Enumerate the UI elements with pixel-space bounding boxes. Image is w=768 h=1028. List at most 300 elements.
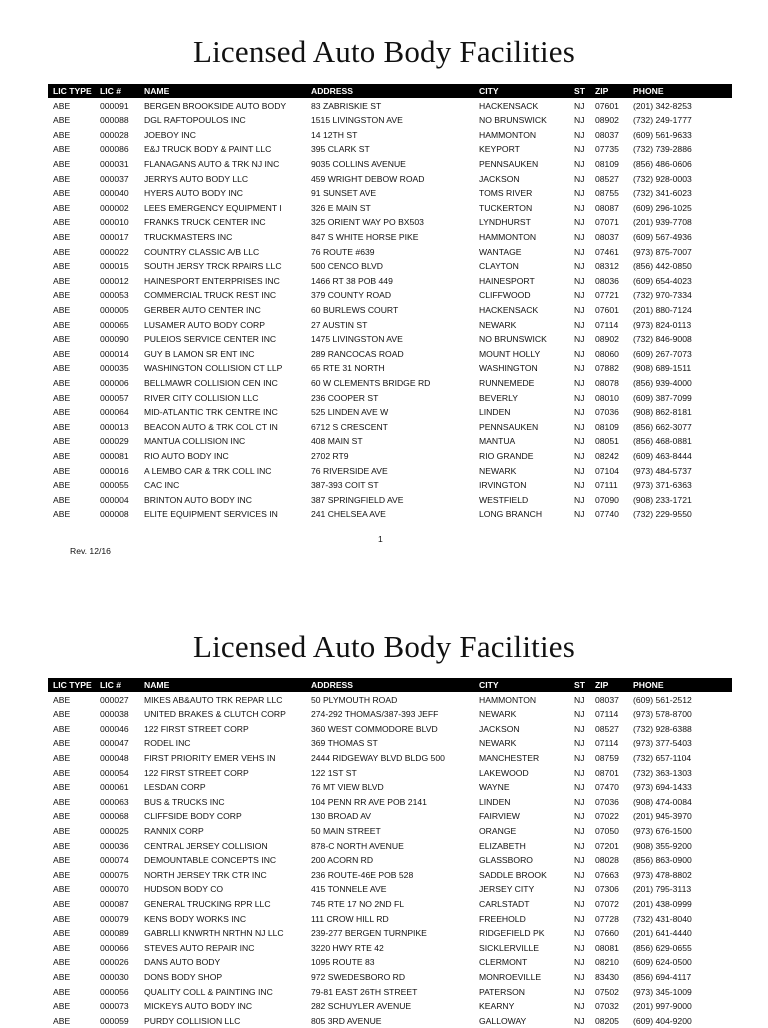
table-cell: (856) 863-0900 [633,855,692,866]
table-cell: (732) 846-9008 [633,334,692,345]
table-cell: 08242 [595,450,619,461]
table-cell: NJ [574,348,585,359]
table-cell: 000073 [100,1001,129,1012]
table-row [48,128,732,143]
column-header: CITY [479,680,499,690]
table-cell: (973) 694-1433 [633,782,692,793]
table-cell: GABRLLI KNWRTH NRTHN NJ LLC [144,928,284,939]
table-cell: LESDAN CORP [144,782,206,793]
table-cell: 76 RIVERSIDE AVE [311,465,388,476]
table-cell: JERSEY CITY [479,884,535,895]
table-cell: NJ [574,407,585,418]
table-cell: (609) 463-8444 [633,450,692,461]
table-cell: NJ [574,825,585,836]
table-row [48,245,732,260]
table-cell: (732) 970-7334 [633,290,692,301]
table-cell: ABE [53,158,71,169]
table-cell: (201) 795-3113 [633,884,692,895]
table-cell: 000063 [100,796,129,807]
column-header: LIC # [100,86,122,96]
table-cell: 000065 [100,319,129,330]
table-cell: ABE [53,509,71,520]
table-cell: 122 1ST ST [311,767,357,778]
table-cell: BERGEN BROOKSIDE AUTO BODY [144,100,287,111]
table-cell: 08210 [595,957,619,968]
table-cell: (609) 561-9633 [633,129,692,140]
table-cell: FREEHOLD [479,913,526,924]
table-cell: 000089 [100,928,129,939]
table-cell: 000036 [100,840,129,851]
table-cell: 08037 [595,694,619,705]
table-cell: 91 SUNSET AVE [311,188,377,199]
table-cell: LEES EMERGENCY EQUIPMENT I [144,202,282,213]
table-cell: DANS AUTO BODY [144,957,221,968]
table-cell: (732) 431-8040 [633,913,692,924]
table-cell: 76 MT VIEW BLVD [311,782,384,793]
table-cell: NJ [574,217,585,228]
table-cell: 000087 [100,898,129,909]
table-row [48,361,732,376]
table-cell: HYERS AUTO BODY INC [144,188,244,199]
table-row [48,420,732,435]
table-cell: GLASSBORO [479,855,533,866]
table-cell: NJ [574,188,585,199]
table-cell: 07071 [595,217,619,228]
table-cell: 000026 [100,957,129,968]
table-cell: 08312 [595,261,619,272]
table-cell: ABE [53,334,71,345]
table-row [48,853,732,868]
table-cell: COMMERCIAL TRUCK REST INC [144,290,277,301]
table-row [48,303,732,318]
table-cell: CARLSTADT [479,898,530,909]
table-row [48,897,732,912]
table-cell: ABE [53,694,71,705]
table-cell: 83 ZABRISKIE ST [311,100,382,111]
column-header: LIC TYPE [53,86,92,96]
table-row [48,332,732,347]
table-cell: ABE [53,480,71,491]
table-cell: ABE [53,723,71,734]
table-cell: GUY B LAMON SR ENT INC [144,348,255,359]
table-cell: 000008 [100,509,129,520]
table-cell: ABE [53,767,71,778]
table-cell: (732) 341-6023 [633,188,692,199]
table-cell: MIKES AB&AUTO TRK REPAR LLC [144,694,283,705]
table-cell: HAMMONTON [479,129,537,140]
table-cell: NJ [574,898,585,909]
table-row [48,1014,732,1028]
table-row [48,780,732,795]
column-header: NAME [144,86,170,96]
table-cell: 1475 LIVINGSTON AVE [311,334,403,345]
table-cell: (973) 377-5403 [633,738,692,749]
table-row [48,707,732,722]
table-cell: 000066 [100,942,129,953]
column-header: ZIP [595,680,609,690]
table-cell: NJ [574,275,585,286]
table-cell: 07663 [595,869,619,880]
table-cell: 08051 [595,436,619,447]
table-cell: (973) 676-1500 [633,825,692,836]
table-cell: 000047 [100,738,129,749]
table-row [48,693,732,708]
table-cell: ABE [53,884,71,895]
table-cell: ABE [53,290,71,301]
table-cell: (609) 404-9200 [633,1015,692,1026]
table-cell: NO BRUNSWICK [479,115,547,126]
table-row [48,985,732,1000]
table-cell: JOEBOY INC [144,129,196,140]
table-row [48,172,732,187]
table-cell: 387 SPRINGFIELD AVE [311,494,404,505]
table-cell: 08037 [595,129,619,140]
table-cell: ABE [53,261,71,272]
table-cell: 08759 [595,752,619,763]
table-cell: ABE [53,319,71,330]
table-cell: (973) 484-5737 [633,465,692,476]
table-cell: GERBER AUTO CENTER INC [144,304,261,315]
table-row [48,157,732,172]
table-cell: (609) 267-7073 [633,348,692,359]
table-cell: 07201 [595,840,619,851]
table-cell: UNITED BRAKES & CLUTCH CORP [144,709,286,720]
table-row [48,215,732,230]
table-cell: 07502 [595,986,619,997]
table-cell: 200 ACORN RD [311,855,374,866]
table-cell: MANTUA COLLISION INC [144,436,246,447]
table-cell: NJ [574,480,585,491]
table-cell: 07114 [595,709,619,720]
table-row [48,186,732,201]
table-cell: 60 BURLEWS COURT [311,304,399,315]
table-cell: (908) 474-0084 [633,796,692,807]
table-cell: NJ [574,173,585,184]
table-row [48,868,732,883]
table-cell: ABE [53,898,71,909]
table-cell: 805 3RD AVENUE [311,1015,382,1026]
table-header [48,678,732,692]
table-cell: NEWARK [479,738,517,749]
table-cell: (609) 654-4023 [633,275,692,286]
table-cell: 08028 [595,855,619,866]
table-cell: (973) 875-7007 [633,246,692,257]
column-header: ST [574,680,585,690]
table-cell: 000079 [100,913,129,924]
table-cell: ABE [53,811,71,822]
column-header: ZIP [595,86,609,96]
table-cell: NJ [574,869,585,880]
table-cell: (609) 296-1025 [633,202,692,213]
table-cell: ORANGE [479,825,517,836]
table-cell: 274-292 THOMAS/387-393 JEFF [311,709,439,720]
table-cell: (732) 363-1303 [633,767,692,778]
table-cell: 07601 [595,304,619,315]
table-cell: 236 ROUTE-46E POB 528 [311,869,414,880]
table-cell: 000075 [100,869,129,880]
page-title: Licensed Auto Body Facilities [192,34,576,69]
table-cell: 07036 [595,407,619,418]
table-cell: E&J TRUCK BODY & PAINT LLC [144,144,272,155]
table-cell: 07306 [595,884,619,895]
table-cell: 130 BROAD AV [311,811,372,822]
table-cell: 000030 [100,971,129,982]
table-cell: NJ [574,144,585,155]
table-cell: NJ [574,392,585,403]
table-cell: 239-277 BERGEN TURNPIKE [311,928,427,939]
table-cell: 07601 [595,100,619,111]
table-cell: 60 W CLEMENTS BRIDGE RD [311,377,431,388]
table-row [48,449,732,464]
table-row [48,201,732,216]
table-cell: 000025 [100,825,129,836]
table-cell: NJ [574,494,585,505]
table-cell: 1095 ROUTE 83 [311,957,375,968]
table-cell: 000029 [100,436,129,447]
table-cell: 325 ORIENT WAY PO BX503 [311,217,424,228]
table-cell: MID-ATLANTIC TRK CENTRE INC [144,407,278,418]
table-cell: ABE [53,436,71,447]
table-cell: ABE [53,928,71,939]
table-cell: PULEIOS SERVICE CENTER INC [144,334,277,345]
table-cell: RIO AUTO BODY INC [144,450,229,461]
table-cell: WASHINGTON COLLISION CT LLP [144,363,283,374]
table-cell: (973) 478-8802 [633,869,692,880]
table-row [48,970,732,985]
table-cell: GALLOWAY [479,1015,527,1026]
table-row [48,347,732,362]
table-cell: HAINESPORT [479,275,535,286]
table-cell: 08036 [595,275,619,286]
table-cell: (908) 689-1511 [633,363,692,374]
table-cell: NORTH JERSEY TRK CTR INC [144,869,267,880]
table-cell: (908) 862-8181 [633,407,692,418]
table-cell: BEVERLY [479,392,519,403]
table-cell: 972 SWEDESBORO RD [311,971,406,982]
table-cell: (732) 928-6388 [633,723,692,734]
table-cell: NJ [574,1001,585,1012]
table-cell: PENNSAUKEN [479,158,539,169]
table-cell: NJ [574,913,585,924]
table-cell: 08087 [595,202,619,213]
table-cell: NJ [574,782,585,793]
table-cell: ABE [53,752,71,763]
table-cell: 08010 [595,392,619,403]
table-cell: 000015 [100,261,129,272]
table-cell: NJ [574,723,585,734]
table-cell: ABE [53,304,71,315]
table-cell: 000054 [100,767,129,778]
table-cell: BUS & TRUCKS INC [144,796,225,807]
table-cell: DEMOUNTABLE CONCEPTS INC [144,855,277,866]
table-cell: NJ [574,752,585,763]
table-cell: ABE [53,1001,71,1012]
table-cell: (201) 342-8253 [633,100,692,111]
table-row [48,839,732,854]
table-cell: 459 WRIGHT DEBOW ROAD [311,173,425,184]
table-cell: ABE [53,407,71,418]
table-cell: JERRYS AUTO BODY LLC [144,173,249,184]
table-cell: 2444 RIDGEWAY BLVD BLDG 500 [311,752,445,763]
table-cell: NJ [574,363,585,374]
table-cell: 000027 [100,694,129,705]
table-cell: SADDLE BROOK [479,869,547,880]
table-cell: NJ [574,840,585,851]
table-cell: (732) 249-1777 [633,115,692,126]
table-cell: (856) 694-4117 [633,971,692,982]
table-cell: HAMMONTON [479,231,537,242]
table-cell: NJ [574,986,585,997]
table-cell: NJ [574,231,585,242]
table-cell: ABE [53,100,71,111]
table-row [48,493,732,508]
table-row [48,751,732,766]
table-cell: 83430 [595,971,619,982]
table-cell: ABE [53,363,71,374]
table-cell: (609) 561-2512 [633,694,692,705]
table-cell: FRANKS TRUCK CENTER INC [144,217,266,228]
table-cell: NO BRUNSWICK [479,334,547,345]
table-cell: NJ [574,971,585,982]
table-cell: MANCHESTER [479,752,540,763]
table-cell: NJ [574,694,585,705]
table-cell: 122 FIRST STREET CORP [144,723,249,734]
table-cell: 07721 [595,290,619,301]
table-cell: (856) 468-0881 [633,436,692,447]
table-cell: PENNSAUKEN [479,421,539,432]
table-cell: NJ [574,334,585,345]
table-cell: NJ [574,319,585,330]
table-row [48,434,732,449]
table-cell: ABE [53,348,71,359]
table-cell: 000006 [100,377,129,388]
table-cell: 289 RANCOCAS ROAD [311,348,404,359]
table-cell: DGL RAFTOPOULOS INC [144,115,246,126]
table-cell: 000016 [100,465,129,476]
table-cell: NEWARK [479,319,517,330]
table-cell: ABE [53,450,71,461]
table-row [48,941,732,956]
table-cell: ABE [53,782,71,793]
table-cell: PURDY COLLISION LLC [144,1015,241,1026]
table-cell: ABE [53,942,71,953]
table-cell: NJ [574,158,585,169]
table-cell: LAKEWOOD [479,767,529,778]
table-cell: ABE [53,869,71,880]
table-row [48,507,732,522]
table-cell: 745 RTE 17 NO 2ND FL [311,898,404,909]
table-cell: (856) 629-0655 [633,942,692,953]
table-cell: DONS BODY SHOP [144,971,223,982]
table-cell: ABE [53,971,71,982]
table-cell: (908) 355-9200 [633,840,692,851]
table-cell: NJ [574,855,585,866]
table-cell: ABE [53,986,71,997]
table-cell: 408 MAIN ST [311,436,363,447]
table-cell: MOUNT HOLLY [479,348,541,359]
table-cell: 27 AUSTIN ST [311,319,368,330]
table-cell: 07111 [595,480,618,491]
table-cell: 000056 [100,986,129,997]
table-cell: RIDGEFIELD PK [479,928,545,939]
table-cell: TRUCKMASTERS INC [144,231,233,242]
table-cell: ABE [53,840,71,851]
table-cell: 000022 [100,246,129,257]
table-cell: 000038 [100,709,129,720]
table-cell: 000037 [100,173,129,184]
table-cell: NJ [574,261,585,272]
table-cell: (609) 624-0500 [633,957,692,968]
table-cell: 000002 [100,202,129,213]
table-cell: LUSAMER AUTO BODY CORP [144,319,265,330]
table-cell: 360 WEST COMMODORE BLVD [311,723,438,734]
table-cell: ABE [53,129,71,140]
table-cell: NJ [574,436,585,447]
table-cell: BEACON AUTO & TRK COL CT IN [144,421,278,432]
table-row [48,999,732,1014]
table-cell: 104 PENN RR AVE POB 2141 [311,796,427,807]
table-cell: (732) 657-1104 [633,752,692,763]
table-cell: WASHINGTON [479,363,538,374]
table-cell: (973) 371-6363 [633,480,692,491]
table-cell: 1515 LIVINGSTON AVE [311,115,403,126]
table-row [48,912,732,927]
table-cell: 08081 [595,942,619,953]
table-cell: MANTUA [479,436,516,447]
table-cell: ABE [53,392,71,403]
table-cell: 07032 [595,1001,619,1012]
table-cell: 07050 [595,825,619,836]
table-row [48,376,732,391]
table-cell: SOUTH JERSY TRCK RPAIRS LLC [144,261,282,272]
table-row [48,405,732,420]
table-cell: QUALITY COLL & PAINTING INC [144,986,273,997]
table-cell: 111 CROW HILL RD [311,913,389,924]
table-cell: 847 S WHITE HORSE PIKE [311,231,419,242]
table-cell: 08205 [595,1015,619,1026]
table-cell: ABE [53,855,71,866]
table-cell: 878-C NORTH AVENUE [311,840,404,851]
table-cell: 500 CENCO BLVD [311,261,383,272]
table-cell: 07461 [595,246,619,257]
table-cell: NJ [574,709,585,720]
column-header: ST [574,86,585,96]
table-cell: 08037 [595,231,619,242]
table-cell: 07660 [595,928,619,939]
table-cell: NJ [574,290,585,301]
column-header: LIC TYPE [53,680,92,690]
table-cell: 000057 [100,392,129,403]
table-cell: NJ [574,304,585,315]
table-cell: (973) 824-0113 [633,319,692,330]
table-row [48,113,732,128]
table-cell: (732) 739-2886 [633,144,692,155]
table-cell: 000013 [100,421,129,432]
table-cell: LYNDHURST [479,217,531,228]
table-cell: 000059 [100,1015,129,1026]
table-cell: (973) 345-1009 [633,986,692,997]
table-cell: NJ [574,928,585,939]
table-cell: 000014 [100,348,129,359]
table-cell: 395 CLARK ST [311,144,370,155]
table-cell: 08527 [595,173,619,184]
table-cell: NJ [574,100,585,111]
table-row [48,824,732,839]
table-cell: 000064 [100,407,129,418]
table-cell: (201) 641-4440 [633,928,692,939]
table-cell: MICKEYS AUTO BODY INC [144,1001,253,1012]
table-cell: IRVINGTON [479,480,527,491]
